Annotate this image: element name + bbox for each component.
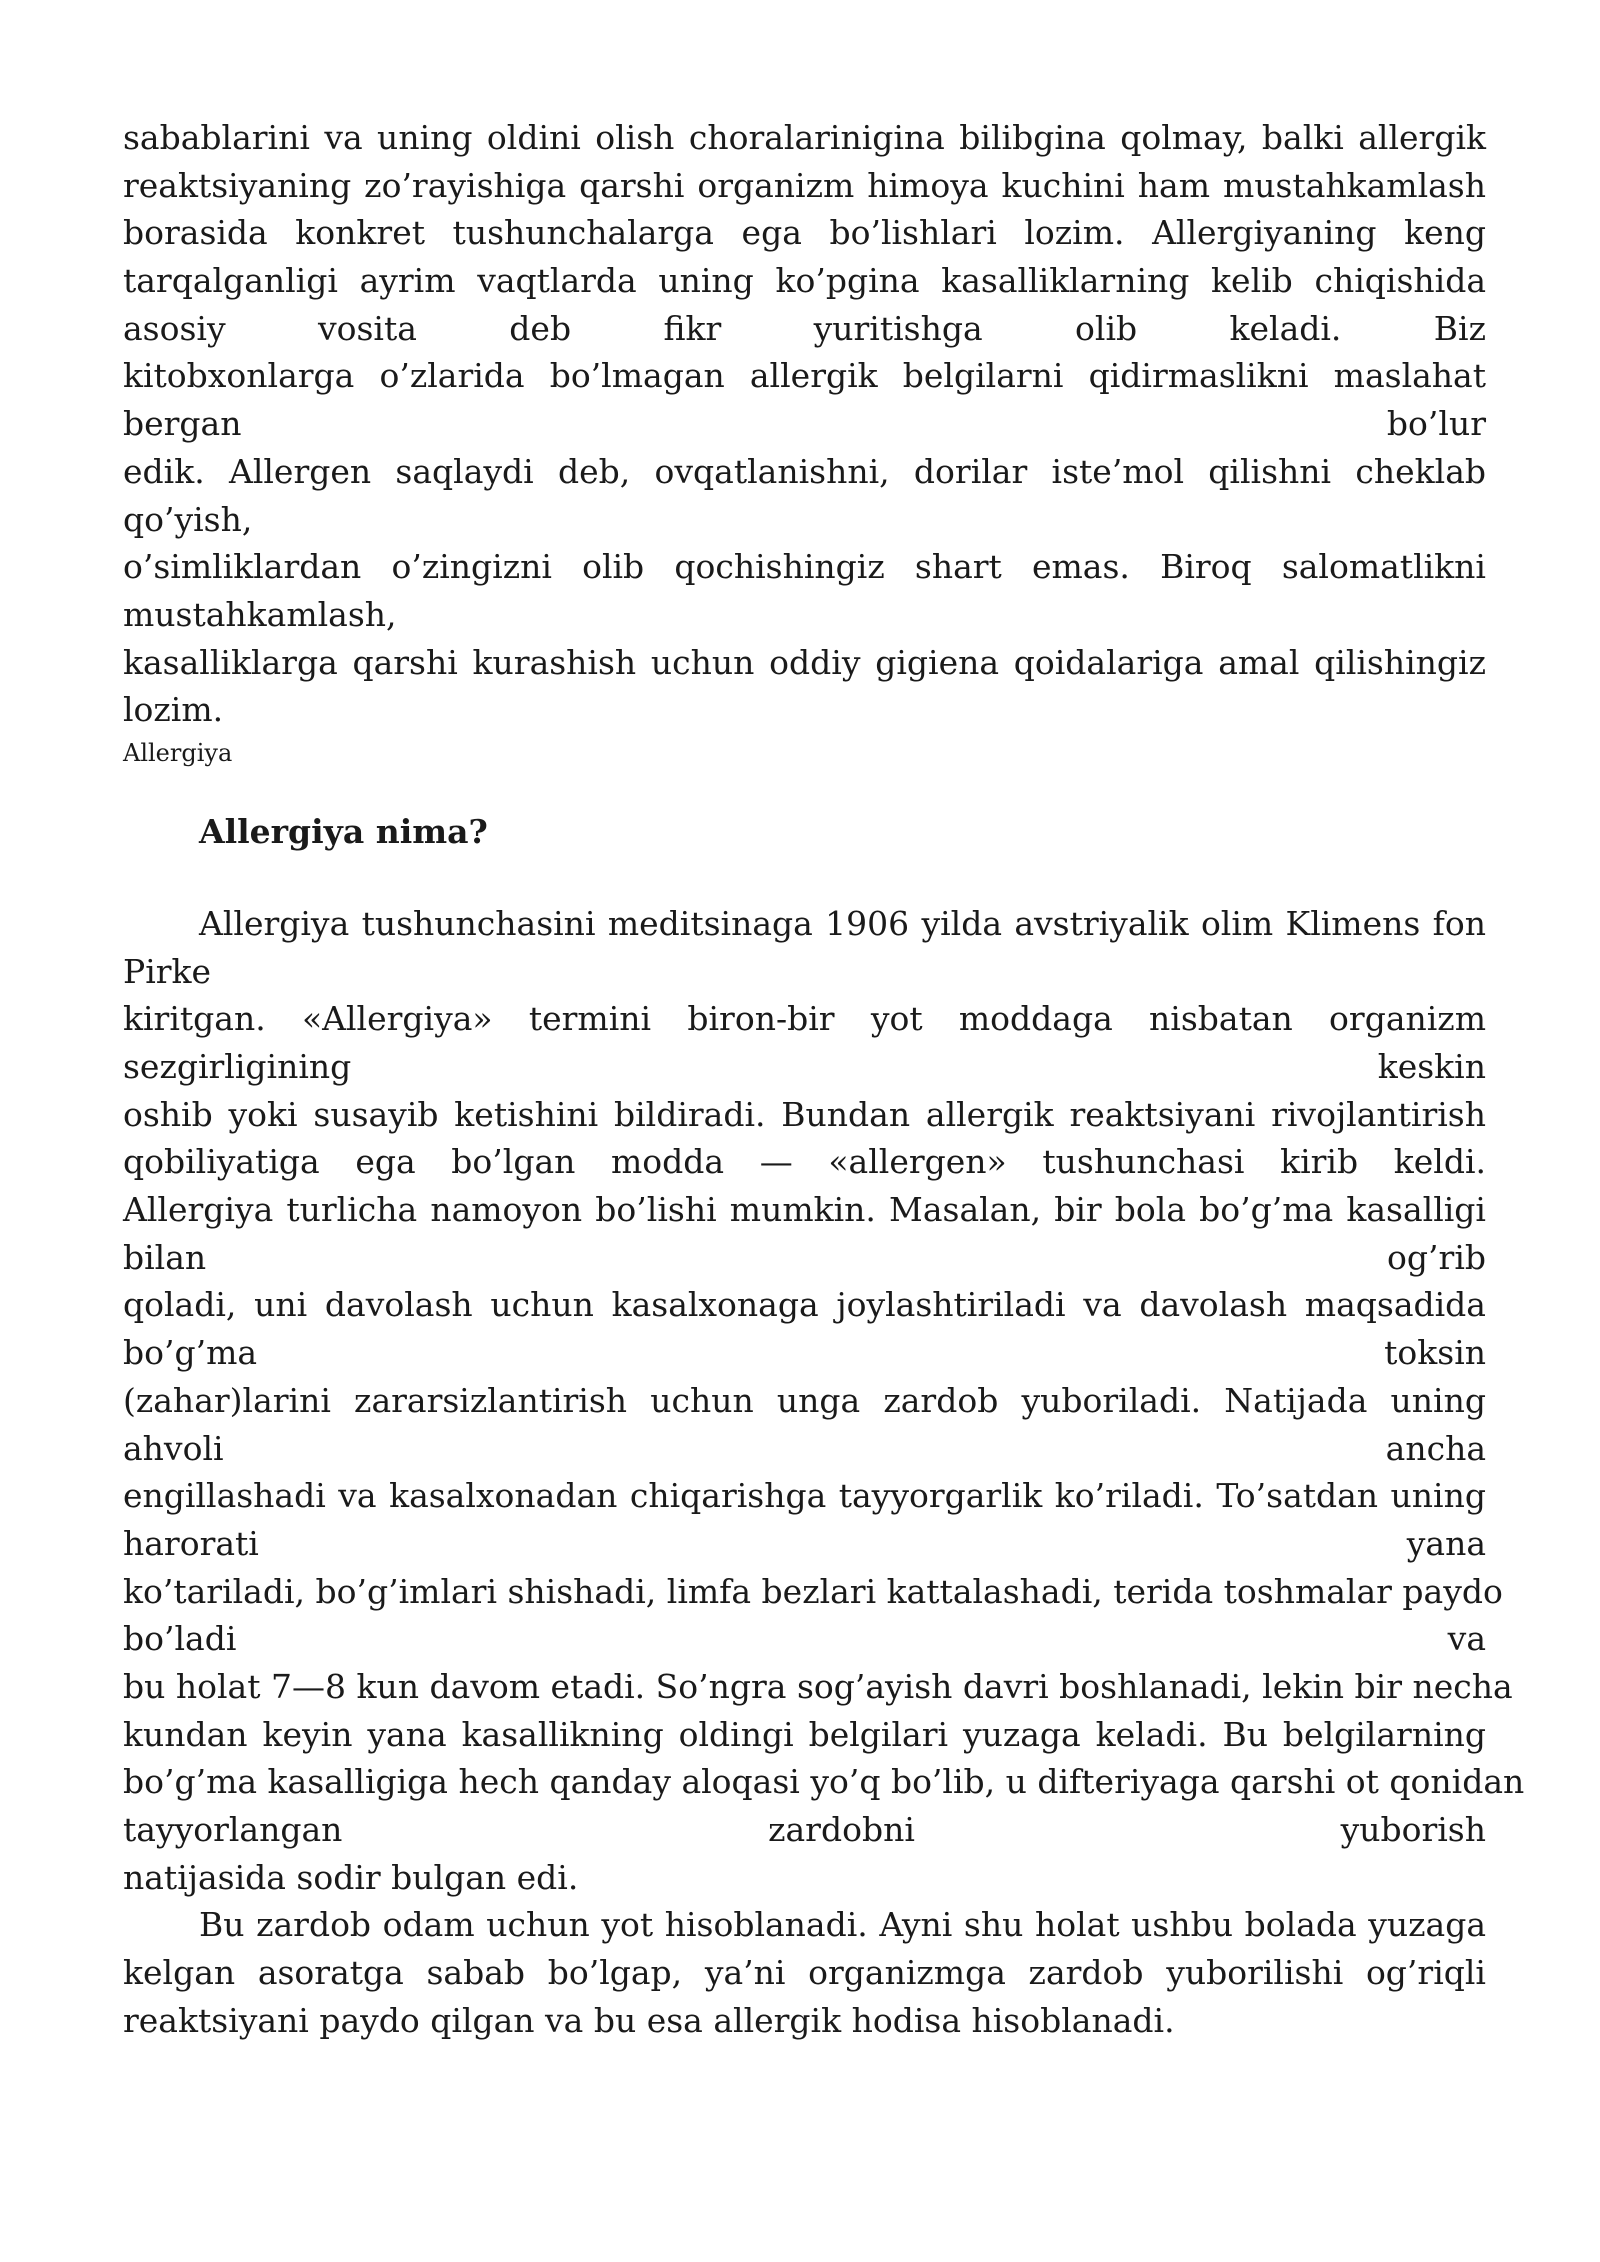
text-line: sabablarini va uning oldini olish choralarinigina bilibgina qolmay, balki allergik xyxy=(123,118,1486,157)
text-line: qoladi, uni davolash uchun kasalxonaga joylashtiriladi va davolash maqsadida xyxy=(123,1285,1486,1325)
text-line: kasalliklarga qarshi kurashish uchun oddiy gigiena qoidalariga amal qilishingiz xyxy=(123,642,1486,682)
text-line: bo’g’ma toksin xyxy=(123,1333,1486,1373)
text-block-intro xyxy=(123,114,1486,734)
text-line: borasida konkret tushunchalarga ega bo’lishlari lozim. Allergiyaning keng xyxy=(123,213,1486,253)
document-page xyxy=(123,114,1525,2044)
text-line: lozim. xyxy=(123,690,224,730)
text-line: ko’tariladi, bo’g’imlari shishadi, limfa bezlari kattalashadi, terida toshmalar paydo xyxy=(123,1571,1503,1611)
image-caption: Allergiya xyxy=(123,738,233,767)
text-line: tarqalganligi ayrim vaqtlarda uning ko’pgina kasalliklarning kelib chiqishida xyxy=(123,261,1486,301)
text-line: bilan og’rib xyxy=(123,1237,1486,1277)
text-line: qobiliyatiga ega bo’lgan modda — «allergen» tushunchasi kirib keldi. xyxy=(123,1142,1486,1182)
text-line: kitobxonlarga o’zlarida bo’lmagan allergik belgilarni qidirmaslikni maslahat xyxy=(123,356,1486,396)
text-line: natijasida sodir bulgan edi. xyxy=(123,1857,579,1897)
text-line: reaktsiyaning zo’rayishiga qarshi organizm himoya kuchini ham mustahkamlash xyxy=(123,165,1486,205)
spacer xyxy=(123,862,1486,900)
text-line: o’simliklardan o’zingizni olib qochishingiz shart emas. Biroq salomatlikni xyxy=(123,547,1486,587)
text-line: reaktsiyani paydo qilgan va bu esa allergik hodisa hisoblanadi. xyxy=(123,2000,1175,2040)
text-line: Bu zardob odam uchun yot hisoblanadi. Ayni shu holat ushbu bolada yuzaga xyxy=(199,1905,1486,1945)
text-line: (zahar)larini zararsizlantirish uchun unga zardob yuboriladi. Natijada uning xyxy=(123,1380,1486,1420)
text-line: Allergiya turlicha namoyon bo’lishi mumkin. Masalan, bir bola bo’g’ma kasalligi xyxy=(123,1190,1486,1230)
text-line: edik. Allergen saqlaydi deb, ovqatlanishni, dorilar iste’mol qilishni cheklab xyxy=(123,451,1486,491)
text-line: mustahkamlash, xyxy=(123,594,397,634)
text-line: kundan keyin yana kasallikning oldingi belgilari yuzaga keladi. Bu belgilarning xyxy=(123,1714,1486,1754)
text-line: bo’ladi va xyxy=(123,1619,1486,1659)
section-heading: Allergiya nima? xyxy=(199,811,488,851)
text-line: kelgan asoratga sabab bo’lgap, ya’ni organizmga zardob yuborilishi og’riqli xyxy=(123,1953,1486,1993)
text-line: tayyorlangan zardobni yuborish xyxy=(123,1810,1486,1849)
text-line: oshib yoki susayib ketishini bildiradi. Bundan allergik reaktsiyani rivojlantirish xyxy=(123,1094,1486,1134)
text-line: bergan bo’lur xyxy=(123,404,1486,444)
text-line: Allergiya tushunchasini meditsinaga 1906 yilda avstriyalik olim Klimens fon xyxy=(199,903,1486,943)
text-block-section xyxy=(123,900,1525,2045)
text-line: Pirke xyxy=(123,951,212,991)
text-line: engillashadi va kasalxonadan chiqarishga tayyorgarlik ko’riladi. To’satdan uning xyxy=(123,1476,1486,1516)
text-line: ahvoli ancha xyxy=(123,1428,1486,1468)
text-line: bu holat 7—8 kun davom etadi. So’ngra sog’ayish davri boshlanadi, lekin bir necha xyxy=(123,1666,1513,1706)
text-line: harorati yana xyxy=(123,1523,1486,1563)
text-line: kiritgan. «Allergiya» termini biron-bir yot moddaga nisbatan organizm xyxy=(123,999,1486,1039)
text-line: asosiy vosita deb fikr yuritishga olib keladi. Biz xyxy=(123,308,1486,348)
text-line: qo’yish, xyxy=(123,499,253,539)
text-line: bo’g’ma kasalligiga hech qanday aloqasi yo’q bo’lib, u difteriyaga qarshi ot qonidan xyxy=(123,1762,1525,1802)
text-line: sezgirligining keskin xyxy=(123,1047,1486,1086)
